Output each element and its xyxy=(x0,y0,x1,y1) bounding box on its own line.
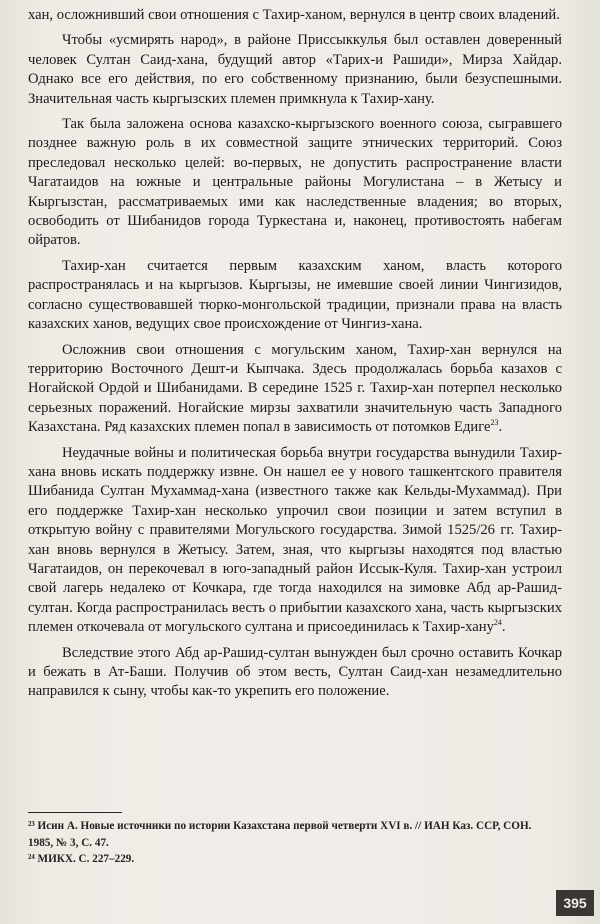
paragraph-2: Чтобы «усмирять народ», в районе Приссыккулья был оставлен доверенный человек Султан Саид-хана, будущий автор «Тарих-и Рашиди», Мирза Хайдар. Однако все его действия, по его собственному признанию, были безуспешными. Значительная часть кыргызских племен примкнула к Тахир-хану. xyxy=(28,32,562,107)
footnote-divider xyxy=(28,812,122,813)
footnote-ref-24[interactable]: 24 xyxy=(493,618,502,628)
paragraph-5: Осложнив свои отношения с могульским ханом, Тахир-хан вернулся на территорию Восточного Дешт-и Кыпчака. Здесь продолжалась борьба казахов с Ногайской Ордой и Шибанидами. В середине 1525 г. Тахир-хан потерпел несколько серьезных поражений. Ногайские мирзы захватили значительную часть Западного Казахстана. Ряд казахских племен попал в зависимость от потомков Едиге$^{23}$. xyxy=(28,341,562,436)
paragraph-6-text: Неудачные войны и политическая борьба внутри государства вынудили Тахир-хана вновь искать поддержку извне. Он нашел ее у нового ташкентского правителя Шибанида Султан Мухаммад-хана (известного также как Кельды-Мухаммад). При его поддержке Тахир-хан несколько упрочил свои позиции и затем вступил в открытую войну с правителями Могульского государства. Зимой 1525/26 гг. Тахир-хан вновь вернулся в Жетысу. Затем, зная, что кыргызы находятся под властью Чагатаидов, он перекочевал в юго-западный район Иссык-Куля. Тахир-хан устроил свой лагерь недалеко от Кочкара, где тогда находился на зимовке Абд ар-Рашид-султан. Когда распространилась весть о прибытии казахского хана, часть кыргызских племен откочевала от могульского султана и присоединилась к Тахир-хану xyxy=(28,444,562,636)
paragraph-5-text: Осложнив свои отношения с могульским ханом, Тахир-хан вернулся на территорию Восточного Дешт-и Кыпчака. Здесь продолжалась борьба казахов с Ногайской Ордой и Шибанидами. В середине 1525 г. Тахир-хан потерпел несколько серьезных поражений. Ногайские мирзы захватили значительную часть Западного Казахстана. Ряд казахских племен попал в зависимость от потомков Едиге xyxy=(28,341,562,436)
footnote-23: ²³ Исин А. Новые источники по истории Казахстана первой четверти XVI в. // ИАН Каз. ССР, СОН. 1985, № 3, С. 47. xyxy=(28,820,532,849)
footnote-ref-23[interactable]: 23 xyxy=(490,418,499,428)
body-text xyxy=(28,6,562,708)
paragraph-1: хан, осложнивший свои отношения с Тахир-ханом, вернулся в центр своих владений. xyxy=(28,7,560,23)
footnotes xyxy=(28,818,558,868)
footnote-24: ²⁴ МИКХ. С. 227–229. xyxy=(28,853,135,865)
page-number: 395 xyxy=(556,890,594,916)
paragraph-7: Вследствие этого Абд ар-Рашид-султан вынужден был срочно оставить Кочкар и бежать в Ат-Баши. Получив об этом весть, Султан Саид-хан незамедлительно направился к сыну, чтобы как-то укрепить его положение. xyxy=(28,644,562,700)
paragraph-4: Тахир-хан считается первым казахским ханом, власть которого распространялась и на кыргызов. Кыргызы, не имевшие своей линии Чингизидов, согласно существовавшей тюрко-монгольской традиции, признали права на власть казахских ханов, ведущих свое происхождение от Чингиз-хана. xyxy=(28,257,562,333)
paragraph-6: Неудачные войны и политическая борьба внутри государства вынудили Тахир-хана вновь искать поддержку извне. Он нашел ее у нового ташкентского правителя Шибанида Султан Мухаммад-хана (известного также как Кельды-Мухаммад). При его поддержке Тахир-хан несколько упрочил свои позиции и затем вступил в открытую войну с правителями Могульского государства. Зимой 1525/26 гг. Тахир-хан вновь вернулся в Жетысу. Затем, зная, что кыргызы находятся под властью Чагатаидов, он перекочевал в юго-западный район Иссык-Куля. Тахир-хан устроил свой лагерь недалеко от Кочкара, где тогда находился на зимовке Абд ар-Рашид-султан. Когда распространилась весть о прибытии казахского хана, часть кыргызских племен откочевала от могульского султана и присоединилась к Тахир-хану$^{24}$. xyxy=(28,444,562,636)
paragraph-3: Так была заложена основа казахско-кыргызского военного союза, сыгравшего позднее важную роль в их совместной защите этнических территорий. Союз преследовал несколько целей: во-первых, не допустить распространение власти Чагатаидов на южные и центральные районы Могулистана – в Жетысу и Кыргызстан, рассматриваемых ими как наследственные владения; во вторых, освободить от Шибанидов города Туркестана и, наконец, противостоять набегам ойратов. xyxy=(28,116,562,249)
